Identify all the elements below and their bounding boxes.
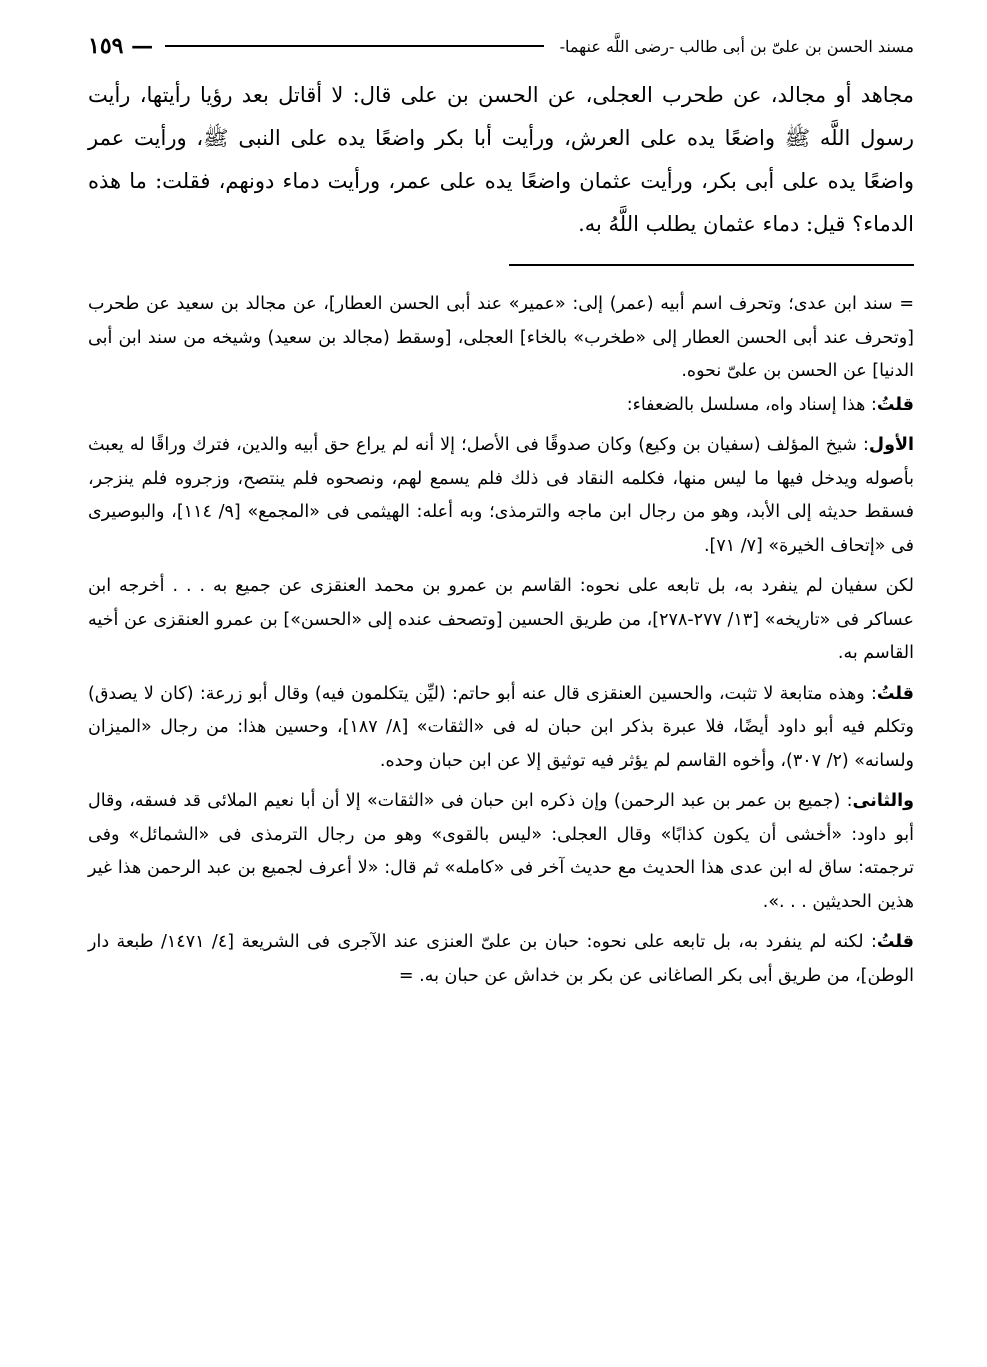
footnote-lead: الأول [868,435,914,455]
book-page [88,28,914,1000]
footnote-separator [509,264,914,266]
footnotes [88,288,914,993]
footnote-paragraph: لكن سفيان لم ينفرد به، بل تابعه على نحوه: القاسم بن عمرو بن محمد العنقزى عن جميع به . . . أخرجه ابن عساكر فى «تاريخه» [١٣/ ٢٧٧-٢٧٨]، من طريق الحسين [وتصحف عنده إلى «الحسن»] بن عمرو العنقزى عن أخيه القاسم به. [88,576,914,663]
hadith-paragraph: مجاهد أو مجالد، عن طحرب العجلى، عن الحسن بن على قال: لا أقاتل بعد رؤيا رأيتها، رأيت رسول اللَّه ﷺ واضعًا يده على العرش، ورأيت أبا بكر واضعًا يده على النبى ﷺ، ورأيت عمر واضعًا يده على أبى بكر، ورأيت عثمان واضعًا يده على عمر، ورأيت دماء دونهم، فقلت: ما هذه الدماء؟ قيل: دماء عثمان يطلب اللَّهُ به. [88,83,914,236]
footnote-lead: والثانى [852,791,914,811]
hadith-text [88,74,914,246]
footnote-lead: قلتُ [876,394,914,415]
header-rule [165,45,544,47]
footnote-lead: قلتُ [876,932,914,952]
footnote-paragraph: قلتُ: لكنه لم ينفرد به، بل تابعه على نحوه: حبان بن علىّ العنزى عند الآجرى فى الشريعة [٤/ ١٤٧١/ طبعة دار الوطن]، من طريق أبى بكر الصاغانى عن بكر بن خداش عن حبان به. = [88,932,914,986]
footnote-paragraph: الأول: شيخ المؤلف (سفيان بن وكيع) وكان صدوقًا فى الأصل؛ إلا أنه لم يراع حق أبيه والدين، فترك وراقًا له يعبث بأصوله ويدخل فيها ما ليس منها، فكلمه النقاد فى ذلك فلم يسمع لهم، ونصحوه فلم ينتصح، وزجروه فلم ينزجر، فسقط حديثه إلى الأبد، وهو من رجال ابن ماجه والترمذى؛ وبه أعله: الهيثمى فى «المجمع» [٩/ ١١٤]، والبوصيرى فى «إتحاف الخيرة» [٧/ ٧١]. [88,435,914,556]
footnote-lead: قلتُ [876,683,914,704]
page-number: — ١٥٩ [88,33,154,59]
footnote-paragraph: قلتُ: وهذه متابعة لا تثبت، والحسين العنقزى قال عنه أبو حاتم: (ليِّن يتكلمون فيه) وقال أبو زرعة: (كان لا يصدق) وتكلم فيه أبو داود أيضًا، فلا عبرة بذكر ابن حبان له فى «الثقات» [٨/ ١٨٧]، وحسين هذا: من رجال «الميزان ولسانه» (٢/ ٣٠٧)، وأخوه القاسم لم يؤثر فيه توثيق إلا عن ابن حبان وحده. [88,683,915,771]
footnote-paragraph: = سند ابن عدى؛ وتحرف اسم أبيه (عمر) إلى: «عمير» عند أبى الحسن العطار]، عن مجالد بن سعيد عن طحرب [وتحرف عند أبى الحسن العطار إلى «طخرب» بالخاء] العجلى، [وسقط (مجالد بن سعيد) وشيخه من سند ابن أبى الدنيا] عن الحسن بن علىّ نحوه. [88,294,914,381]
footnote-paragraph: قلتُ: هذا إسناد واه، مسلسل بالضعفاء: [626,394,914,415]
running-header [88,28,914,64]
footnote-paragraph: والثانى: (جميع بن عمر بن عبد الرحمن) وإن ذكره ابن حبان فى «الثقات» إلا أن أبا نعيم الملائى قد فسقه، وقال أبو داود: «أخشى أن يكون كذابًا» وقال العجلى: «ليس بالقوى» وهو من رجال الترمذى فى «الشمائل» وفى ترجمته: ساق له ابن عدى هذا الحديث مع حديث آخر فى «كامله» ثم قال: «لا أعرف لجميع بن عبد الرحمن هذا غير هذين الحديثين . . .». [88,791,914,912]
header-title: مسند الحسن بن علىّ بن أبى طالب -رضى اللَّه عنهما- [559,36,914,56]
